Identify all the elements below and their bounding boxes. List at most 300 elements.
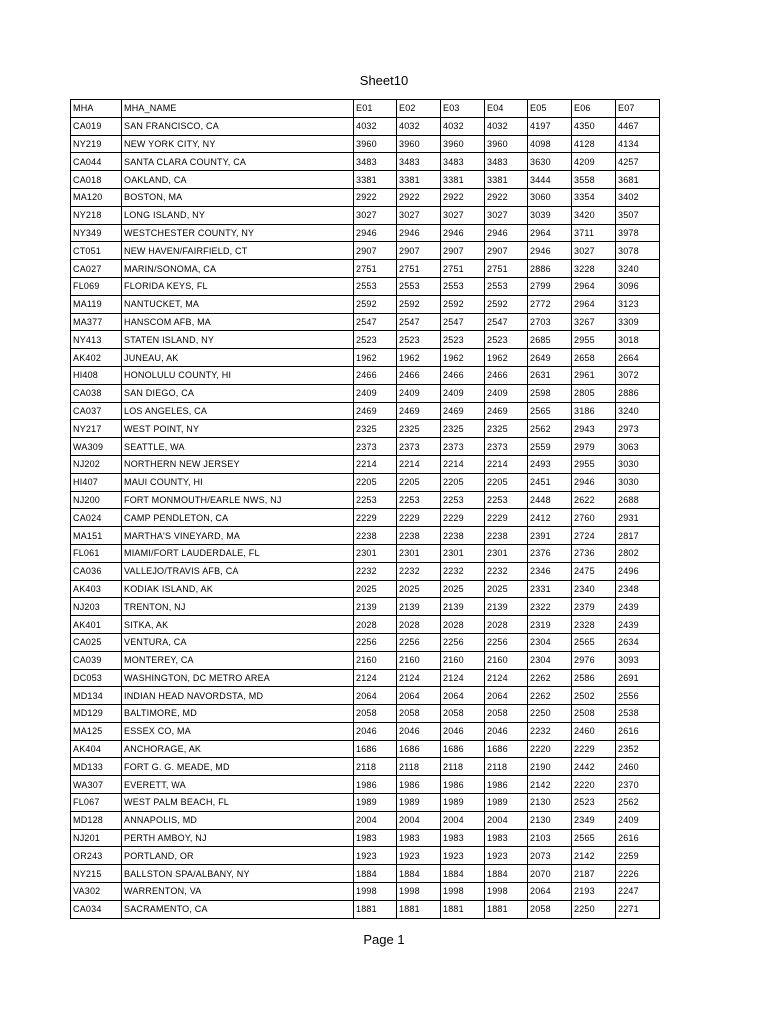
table-cell: 2373	[354, 438, 397, 456]
table-cell: 2058	[397, 705, 441, 723]
table-cell: 2340	[572, 580, 616, 598]
table-cell: 2469	[485, 402, 528, 420]
table-cell: 2946	[354, 224, 397, 242]
table-cell: 2955	[572, 455, 616, 473]
table-cell: 2301	[441, 544, 485, 562]
table-cell: NY215	[71, 865, 122, 883]
table-cell: 2304	[528, 651, 572, 669]
table-cell: 2805	[572, 384, 616, 402]
table-cell: 2373	[485, 438, 528, 456]
table-cell: 2247	[616, 883, 660, 901]
table-cell: 1923	[354, 847, 397, 865]
table-cell: 2250	[572, 900, 616, 918]
table-cell: 1881	[485, 900, 528, 918]
table-cell: 2961	[572, 366, 616, 384]
table-cell: NY217	[71, 420, 122, 438]
table-cell: 1884	[441, 865, 485, 883]
table-cell: 3444	[528, 171, 572, 189]
table-row	[71, 722, 660, 740]
table-cell: 2907	[441, 242, 485, 260]
table-cell: 2523	[397, 331, 441, 349]
table-cell: 1962	[441, 349, 485, 367]
table-row	[71, 366, 660, 384]
table-cell: 2799	[528, 277, 572, 295]
table-cell: 2979	[572, 438, 616, 456]
table-cell: 2553	[354, 277, 397, 295]
table-cell: 2028	[485, 616, 528, 634]
table-cell: 2142	[572, 847, 616, 865]
table-cell: 2496	[616, 562, 660, 580]
table-cell: 1884	[354, 865, 397, 883]
table-cell: 1998	[354, 883, 397, 901]
table-cell: 2964	[572, 295, 616, 313]
table-cell: 2193	[572, 883, 616, 901]
table-cell: 2124	[485, 669, 528, 687]
table-cell: 2946	[572, 473, 616, 491]
table-cell: BALTIMORE, MD	[122, 705, 354, 723]
table-cell: 2118	[397, 758, 441, 776]
table-cell: 2238	[441, 527, 485, 545]
table-cell: MD134	[71, 687, 122, 705]
table-cell: 2028	[441, 616, 485, 634]
table-cell: OR243	[71, 847, 122, 865]
table-cell: CA025	[71, 633, 122, 651]
column-header: E05	[528, 100, 572, 118]
table-cell: 2922	[485, 188, 528, 206]
table-cell: 2205	[397, 473, 441, 491]
table-cell: SANTA CLARA COUNTY, CA	[122, 153, 354, 171]
table-cell: CA018	[71, 171, 122, 189]
table-cell: 3027	[572, 242, 616, 260]
table-cell: 1998	[397, 883, 441, 901]
table-cell: 2238	[397, 527, 441, 545]
table-cell: 2943	[572, 420, 616, 438]
table-cell: 2262	[528, 669, 572, 687]
table-cell: MD133	[71, 758, 122, 776]
table-cell: 2592	[441, 295, 485, 313]
table-cell: 2736	[572, 544, 616, 562]
table-cell: MD129	[71, 705, 122, 723]
table-cell: MIAMI/FORT LAUDERDALE, FL	[122, 544, 354, 562]
table-cell: 1923	[441, 847, 485, 865]
table-cell: 2964	[528, 224, 572, 242]
table-row	[71, 758, 660, 776]
table-cell: SAN DIEGO, CA	[122, 384, 354, 402]
table-cell: NJ203	[71, 598, 122, 616]
table-row	[71, 509, 660, 527]
table-cell: 2547	[485, 313, 528, 331]
table-cell: 2922	[441, 188, 485, 206]
table-cell: 2460	[572, 722, 616, 740]
table-cell: NORTHERN NEW JERSEY	[122, 455, 354, 473]
table-cell: 1998	[441, 883, 485, 901]
table-cell: 3960	[397, 135, 441, 153]
table-cell: 3228	[572, 260, 616, 278]
table-cell: 2328	[572, 616, 616, 634]
table-cell: 2028	[397, 616, 441, 634]
table-cell: 2139	[354, 598, 397, 616]
table-cell: 2559	[528, 438, 572, 456]
table-cell: 2004	[441, 811, 485, 829]
table-cell: 3681	[616, 171, 660, 189]
table-cell: 2214	[397, 455, 441, 473]
table-cell: 2304	[528, 633, 572, 651]
table-cell: 2886	[616, 384, 660, 402]
table-cell: 2046	[354, 722, 397, 740]
column-header: E01	[354, 100, 397, 118]
table-cell: 2622	[572, 491, 616, 509]
table-cell: 2046	[397, 722, 441, 740]
table-cell: 2352	[616, 740, 660, 758]
table-row	[71, 402, 660, 420]
table-cell: 2466	[441, 366, 485, 384]
table-cell: 2466	[354, 366, 397, 384]
table-cell: 3063	[616, 438, 660, 456]
table-cell: 2118	[441, 758, 485, 776]
table-cell: 2139	[397, 598, 441, 616]
table-cell: 3240	[616, 260, 660, 278]
table-cell: 2226	[616, 865, 660, 883]
table-cell: 2214	[354, 455, 397, 473]
table-cell: 2256	[397, 633, 441, 651]
table-cell: 2631	[528, 366, 572, 384]
table-cell: 2523	[485, 331, 528, 349]
table-cell: 2348	[616, 580, 660, 598]
table-cell: WA307	[71, 776, 122, 794]
table-cell: 1983	[441, 829, 485, 847]
table-cell: 2331	[528, 580, 572, 598]
table-row	[71, 135, 660, 153]
table-cell: 4350	[572, 117, 616, 135]
table-cell: 4128	[572, 135, 616, 153]
table-cell: 3078	[616, 242, 660, 260]
table-cell: 2760	[572, 509, 616, 527]
table-cell: 2409	[354, 384, 397, 402]
table-cell: 2592	[397, 295, 441, 313]
table-cell: CA024	[71, 509, 122, 527]
table-cell: 2724	[572, 527, 616, 545]
table-cell: SITKA, AK	[122, 616, 354, 634]
table-cell: 3381	[441, 171, 485, 189]
table-cell: 3420	[572, 206, 616, 224]
table-cell: BALLSTON SPA/ALBANY, NY	[122, 865, 354, 883]
data-table	[70, 99, 660, 919]
table-cell: BOSTON, MA	[122, 188, 354, 206]
table-row	[71, 527, 660, 545]
table-cell: 1686	[397, 740, 441, 758]
table-row	[71, 188, 660, 206]
table-cell: 1986	[354, 776, 397, 794]
table-cell: INDIAN HEAD NAVORDSTA, MD	[122, 687, 354, 705]
table-row	[71, 153, 660, 171]
table-cell: 2058	[528, 900, 572, 918]
table-cell: 4134	[616, 135, 660, 153]
table-row	[71, 331, 660, 349]
table-cell: 2058	[354, 705, 397, 723]
table-cell: 2229	[354, 509, 397, 527]
table-cell: 2160	[354, 651, 397, 669]
table-cell: 2475	[572, 562, 616, 580]
table-cell: 3267	[572, 313, 616, 331]
table-cell: 2565	[572, 633, 616, 651]
table-row	[71, 562, 660, 580]
table-cell: 2976	[572, 651, 616, 669]
table-cell: 2508	[572, 705, 616, 723]
table-cell: PERTH AMBOY, NJ	[122, 829, 354, 847]
table-cell: LOS ANGELES, CA	[122, 402, 354, 420]
table-cell: NANTUCKET, MA	[122, 295, 354, 313]
table-cell: FL061	[71, 544, 122, 562]
table-cell: KODIAK ISLAND, AK	[122, 580, 354, 598]
table-cell: 2538	[616, 705, 660, 723]
table-cell: 2751	[485, 260, 528, 278]
table-cell: 1983	[397, 829, 441, 847]
table-cell: 2025	[354, 580, 397, 598]
table-cell: 3381	[485, 171, 528, 189]
table-cell: 3483	[485, 153, 528, 171]
table-cell: 2658	[572, 349, 616, 367]
table-cell: 2649	[528, 349, 572, 367]
table-cell: 4098	[528, 135, 572, 153]
table-cell: 2238	[485, 527, 528, 545]
table-cell: 3402	[616, 188, 660, 206]
table-cell: 1983	[485, 829, 528, 847]
table-cell: 2262	[528, 687, 572, 705]
table-cell: 1986	[397, 776, 441, 794]
table-cell: 2565	[572, 829, 616, 847]
table-cell: ANNAPOLIS, MD	[122, 811, 354, 829]
table-row	[71, 865, 660, 883]
table-cell: 2004	[485, 811, 528, 829]
table-cell: 3558	[572, 171, 616, 189]
table-cell: MONTEREY, CA	[122, 651, 354, 669]
table-cell: 3096	[616, 277, 660, 295]
table-cell: CA019	[71, 117, 122, 135]
table-cell: PORTLAND, OR	[122, 847, 354, 865]
table-cell: 2025	[441, 580, 485, 598]
table-cell: 2547	[441, 313, 485, 331]
table-cell: HONOLULU COUNTY, HI	[122, 366, 354, 384]
table-cell: CA044	[71, 153, 122, 171]
table-row	[71, 776, 660, 794]
table-cell: 2325	[485, 420, 528, 438]
table-cell: MA120	[71, 188, 122, 206]
table-cell: TRENTON, NJ	[122, 598, 354, 616]
table-cell: 2391	[528, 527, 572, 545]
table-cell: 2190	[528, 758, 572, 776]
table-cell: OAKLAND, CA	[122, 171, 354, 189]
table-cell: HI408	[71, 366, 122, 384]
table-cell: 2907	[354, 242, 397, 260]
table-cell: 2547	[354, 313, 397, 331]
table-cell: 3354	[572, 188, 616, 206]
table-cell: FL067	[71, 794, 122, 812]
table-cell: 2229	[397, 509, 441, 527]
table-cell: 2205	[354, 473, 397, 491]
table-cell: 2046	[485, 722, 528, 740]
table-cell: 4257	[616, 153, 660, 171]
table-cell: 2886	[528, 260, 572, 278]
table-cell: 2256	[441, 633, 485, 651]
table-cell: HI407	[71, 473, 122, 491]
table-cell: 2064	[441, 687, 485, 705]
table-cell: 2253	[441, 491, 485, 509]
table-cell: 2205	[485, 473, 528, 491]
table-cell: 2547	[397, 313, 441, 331]
table-row	[71, 473, 660, 491]
table-cell: 2301	[397, 544, 441, 562]
table-cell: 2373	[441, 438, 485, 456]
table-cell: 1923	[485, 847, 528, 865]
table-cell: 2139	[485, 598, 528, 616]
table-row	[71, 669, 660, 687]
table-cell: 4032	[485, 117, 528, 135]
table-cell: AK402	[71, 349, 122, 367]
table-cell: 2160	[441, 651, 485, 669]
table-cell: VA302	[71, 883, 122, 901]
table-cell: 2370	[616, 776, 660, 794]
table-cell: NEW YORK CITY, NY	[122, 135, 354, 153]
table-cell: 2955	[572, 331, 616, 349]
table-cell: 2232	[485, 562, 528, 580]
table-cell: 2046	[441, 722, 485, 740]
table-row	[71, 491, 660, 509]
table-cell: 2592	[354, 295, 397, 313]
table-cell: 2124	[397, 669, 441, 687]
column-header: MHA_NAME	[122, 100, 354, 118]
table-cell: 2205	[441, 473, 485, 491]
table-cell: 2439	[616, 616, 660, 634]
table-cell: 3240	[616, 402, 660, 420]
table-cell: 2703	[528, 313, 572, 331]
table-cell: 2523	[441, 331, 485, 349]
table-cell: 2301	[485, 544, 528, 562]
table-cell: 2772	[528, 295, 572, 313]
table-cell: 2493	[528, 455, 572, 473]
table-cell: 2349	[572, 811, 616, 829]
table-cell: 2229	[485, 509, 528, 527]
table-cell: 2130	[528, 811, 572, 829]
table-cell: 2460	[616, 758, 660, 776]
table-cell: ESSEX CO, MA	[122, 722, 354, 740]
table-cell: 3507	[616, 206, 660, 224]
table-cell: 2466	[485, 366, 528, 384]
table-cell: 3711	[572, 224, 616, 242]
table-cell: 1998	[485, 883, 528, 901]
table-cell: 2502	[572, 687, 616, 705]
table-cell: 2688	[616, 491, 660, 509]
table-cell: 2073	[528, 847, 572, 865]
table-cell: 2946	[397, 224, 441, 242]
table-row	[71, 687, 660, 705]
table-cell: 3030	[616, 473, 660, 491]
table-cell: NY219	[71, 135, 122, 153]
table-cell: 1962	[354, 349, 397, 367]
table-cell: WEST POINT, NY	[122, 420, 354, 438]
table-cell: CA036	[71, 562, 122, 580]
table-cell: 2232	[441, 562, 485, 580]
table-cell: 2139	[441, 598, 485, 616]
table-cell: 2259	[616, 847, 660, 865]
table-cell: 2376	[528, 544, 572, 562]
table-row	[71, 900, 660, 918]
table-cell: CA037	[71, 402, 122, 420]
table-cell: 3027	[441, 206, 485, 224]
table-cell: MARIN/SONOMA, CA	[122, 260, 354, 278]
table-cell: 2379	[572, 598, 616, 616]
table-cell: 2130	[528, 794, 572, 812]
table-cell: EVERETT, WA	[122, 776, 354, 794]
table-cell: WA309	[71, 438, 122, 456]
table-cell: 3483	[397, 153, 441, 171]
table-cell: 2064	[528, 883, 572, 901]
table-cell: SAN FRANCISCO, CA	[122, 117, 354, 135]
table-cell: 2586	[572, 669, 616, 687]
table-cell: 2946	[485, 224, 528, 242]
table-cell: 2253	[485, 491, 528, 509]
table-cell: STATEN ISLAND, NY	[122, 331, 354, 349]
table-cell: VENTURA, CA	[122, 633, 354, 651]
table-cell: 2523	[354, 331, 397, 349]
table-cell: 2160	[397, 651, 441, 669]
table-cell: NY413	[71, 331, 122, 349]
table-cell: 2664	[616, 349, 660, 367]
table-cell: 2229	[441, 509, 485, 527]
table-cell: MA125	[71, 722, 122, 740]
table-cell: 2409	[397, 384, 441, 402]
table-cell: JUNEAU, AK	[122, 349, 354, 367]
table-header-row	[71, 100, 660, 118]
table-cell: CA027	[71, 260, 122, 278]
table-row	[71, 598, 660, 616]
table-cell: 1881	[397, 900, 441, 918]
page-footer: Page 1	[363, 932, 405, 947]
table-cell: 2064	[397, 687, 441, 705]
table-cell: 3960	[354, 135, 397, 153]
table-row	[71, 740, 660, 758]
table-cell: 2442	[572, 758, 616, 776]
table-row	[71, 260, 660, 278]
table-cell: 2229	[572, 740, 616, 758]
table-cell: SEATTLE, WA	[122, 438, 354, 456]
table-cell: 1989	[441, 794, 485, 812]
table-cell: 2523	[572, 794, 616, 812]
table-cell: 2025	[397, 580, 441, 598]
table-cell: 2469	[354, 402, 397, 420]
table-cell: 2346	[528, 562, 572, 580]
table-cell: 3093	[616, 651, 660, 669]
table-cell: 2325	[354, 420, 397, 438]
table-cell: 2004	[354, 811, 397, 829]
table-cell: AK403	[71, 580, 122, 598]
table-cell: AK404	[71, 740, 122, 758]
table-cell: 2685	[528, 331, 572, 349]
table-cell: 2907	[485, 242, 528, 260]
table-cell: 3381	[354, 171, 397, 189]
table-cell: 1881	[441, 900, 485, 918]
table-cell: 2553	[441, 277, 485, 295]
table-cell: WASHINGTON, DC METRO AREA	[122, 669, 354, 687]
table-cell: 3483	[354, 153, 397, 171]
table-cell: 2466	[397, 366, 441, 384]
table-cell: 2802	[616, 544, 660, 562]
table-cell: 1986	[485, 776, 528, 794]
table-row	[71, 544, 660, 562]
column-header: E06	[572, 100, 616, 118]
table-cell: VALLEJO/TRAVIS AFB, CA	[122, 562, 354, 580]
table-cell: 1923	[397, 847, 441, 865]
table-row	[71, 224, 660, 242]
